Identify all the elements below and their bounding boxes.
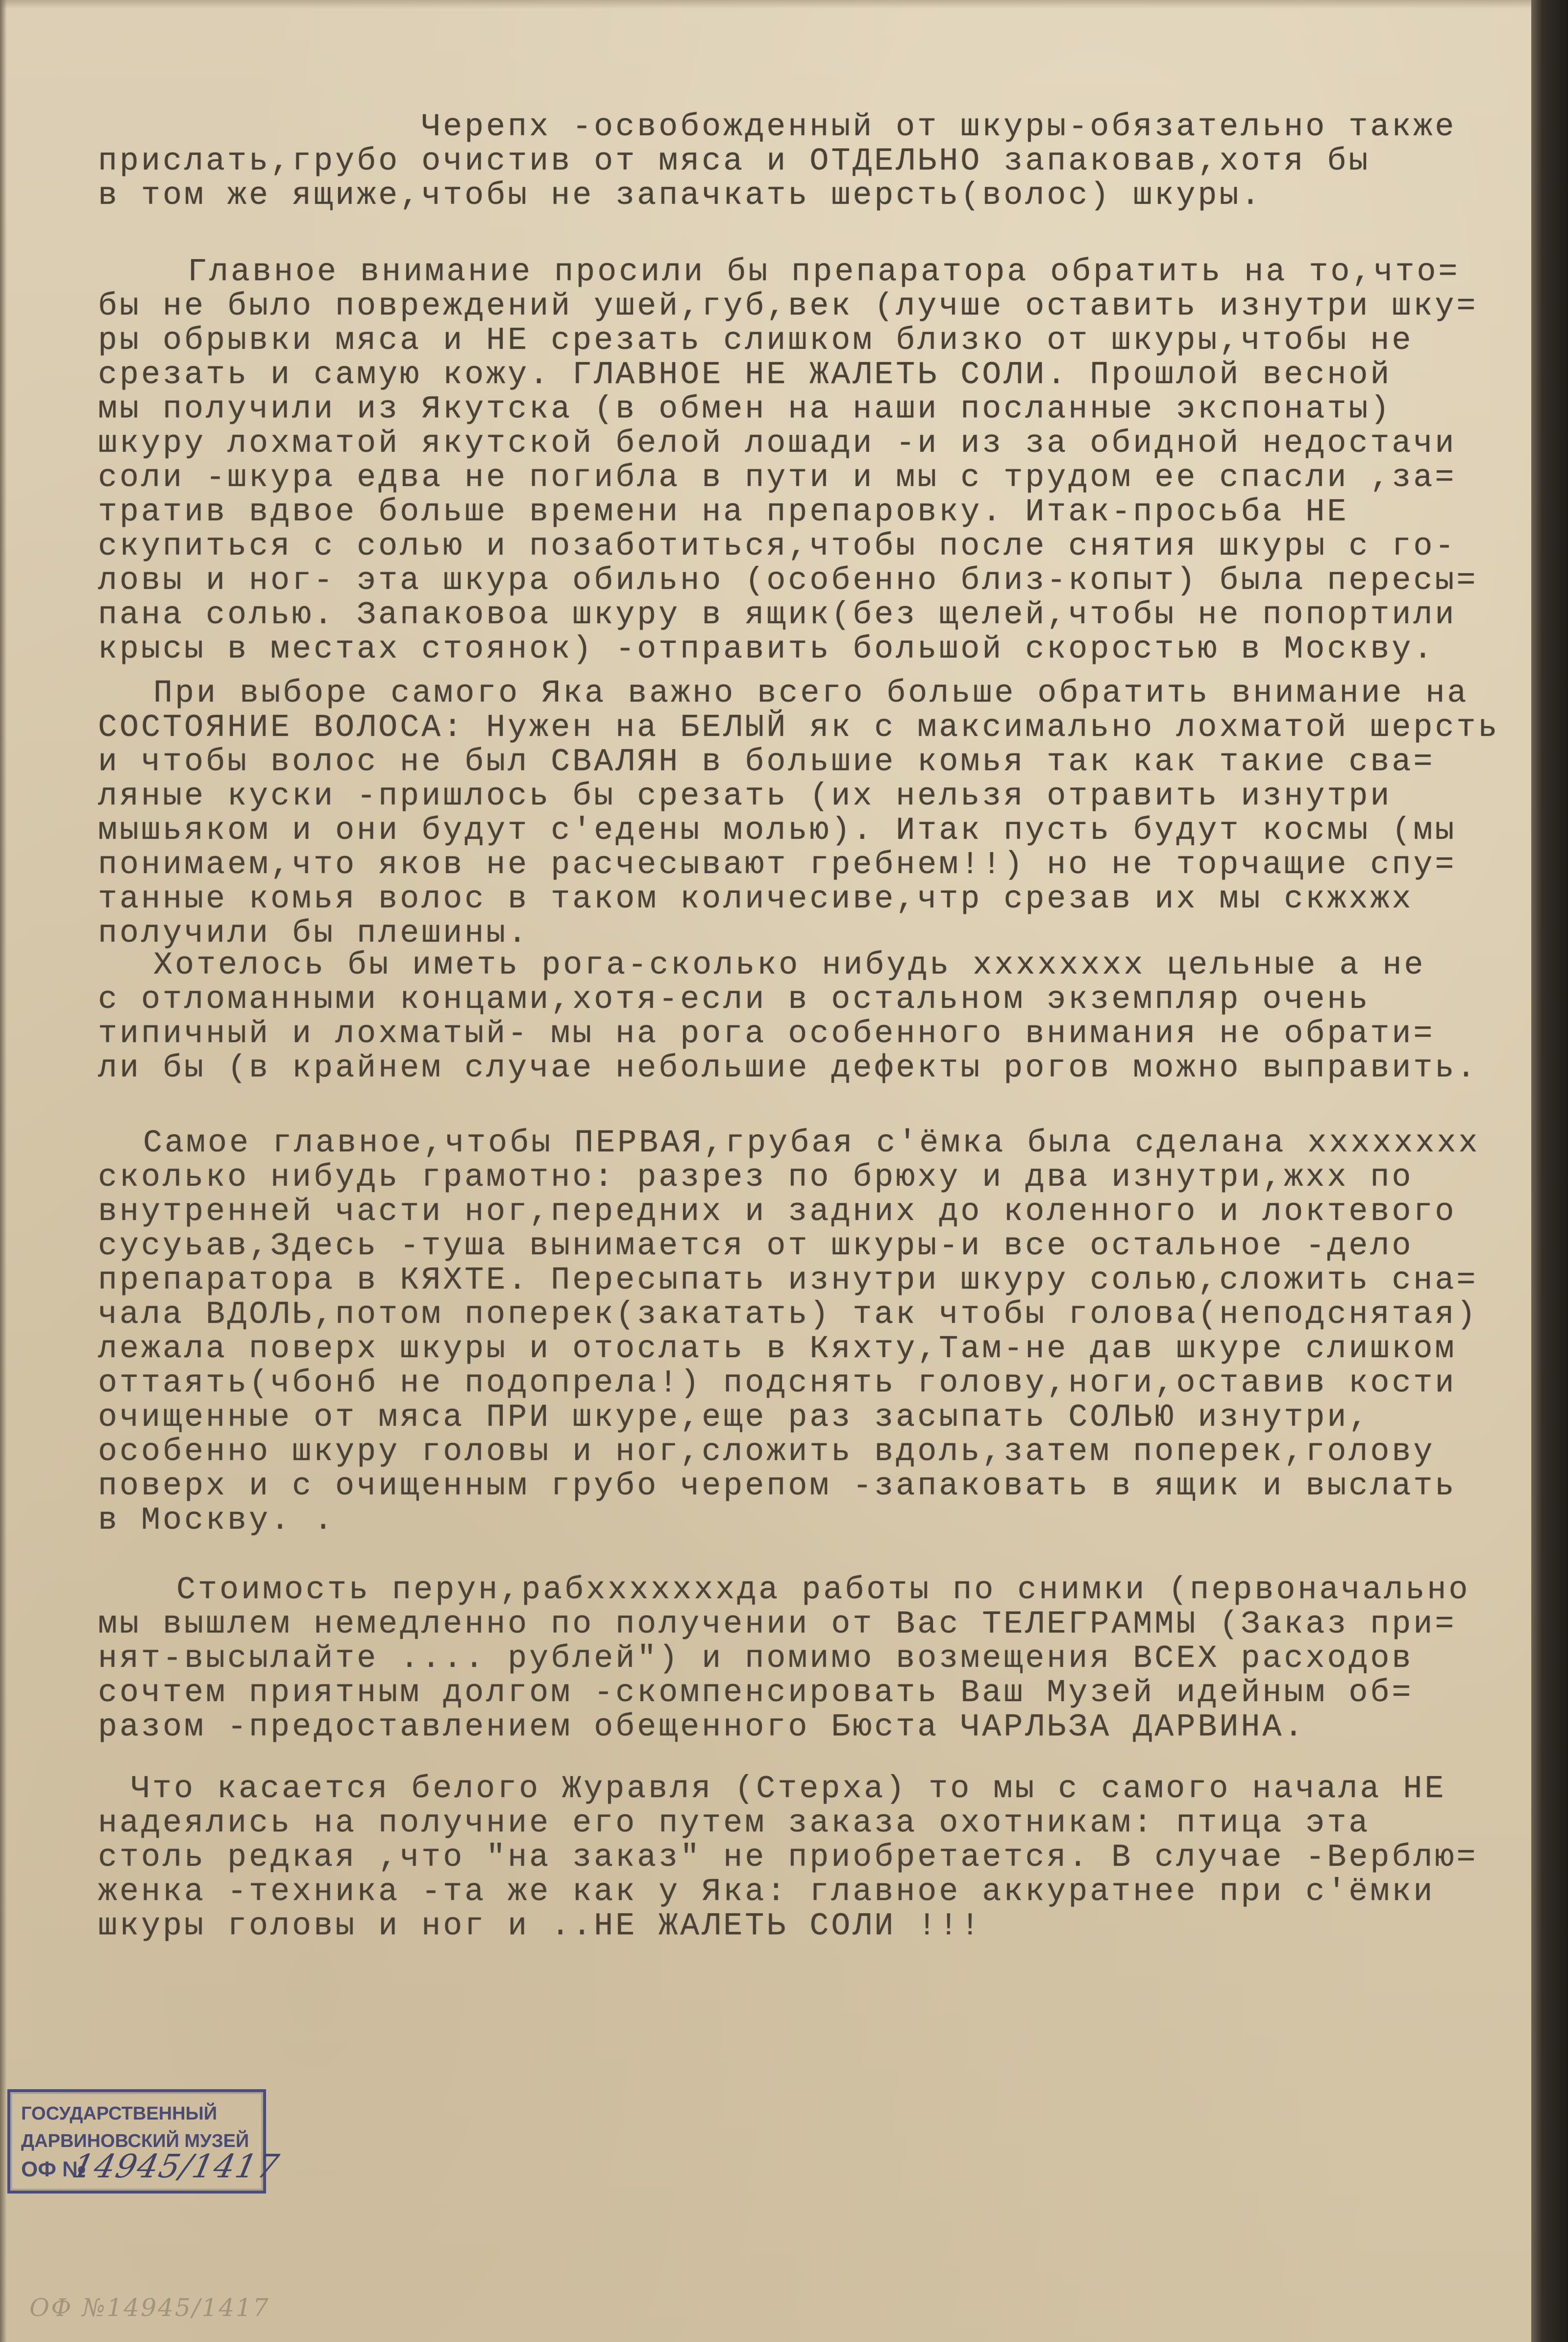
text-line: столь редкая ,что "на заказ" не приобретается. В случае -Верблю= — [98, 1839, 1478, 1876]
text-line: в Москву. . — [98, 1502, 336, 1538]
paragraph-horns — [98, 948, 1529, 1085]
text-line: скупиться с солью и позаботиться,чтобы после снятия шкуры с го- — [98, 528, 1457, 564]
bleed-through-text: ОФ №14945/1417 — [29, 2293, 270, 2322]
text-line: нят-высылайте .... рублей") и помимо возмещения ВСЕХ расходов — [98, 1640, 1414, 1677]
stamp-line-museum: ДАРВИНОВСКИЙ МУЗЕЙ — [21, 2131, 249, 2151]
text-line: Самое главное,чтобы ПЕРВАЯ,грубая с'ёмка была сделана хххххххх — [143, 1125, 1480, 1161]
text-line: сочтем приятным долгом -скомпенсировать Ваш Музей идейным об= — [98, 1675, 1414, 1711]
text-line: Черепх -освобожденный от шкуры-обязательно также — [421, 109, 1457, 145]
text-line: шкуру лохматой якутской белой лошади -и из за обидной недостачи — [98, 425, 1457, 462]
text-line: бы не было повреждений ушей,губ,век (лучше оставить изнутри шку= — [98, 288, 1478, 324]
stamp-inventory-number: 14945/1417 — [69, 2147, 283, 2185]
text-line: ры обрывки мяса и НЕ срезать слишком близко от шкуры,чтобы не — [98, 322, 1414, 359]
text-line: танные комья волос в таком количесиве,чтр срезав их мы скжхжх — [98, 881, 1414, 917]
paragraph-yak-selection — [98, 676, 1529, 951]
text-line: мышьяком и они будут с'едены молью). Итак пусть будут космы (мы — [98, 812, 1457, 849]
text-line: Что касается белого Журавля (Стерха) то мы с самого начала НЕ — [131, 1771, 1446, 1807]
text-line: СОСТОЯНИЕ ВОЛОСА: Нужен на БЕЛЫЙ як с максимально лохматой шерсть — [98, 709, 1500, 746]
text-line: лежала поверх шкуры и отослать в Кяхту,Там-не дав шкуре слишком — [98, 1331, 1457, 1367]
stamp-line-state: ГОСУДАРСТВЕННЫЙ — [21, 2103, 218, 2124]
text-line: Хотелось бы иметь рога-сколько нибудь хххххххх цельные а не — [153, 947, 1426, 983]
text-line: оттаять(чбонб не подопрела!) подснять голову,ноги,оставив кости — [98, 1365, 1457, 1401]
paragraph-crane — [98, 1772, 1529, 1943]
text-line: срезать и самую кожу. ГЛАВНОЕ НЕ ЖАЛЕТЬ СОЛИ. Прошлой весной — [98, 357, 1392, 393]
text-line: типичный и лохматый- мы на рога особенного внимания не обрати= — [98, 1016, 1435, 1052]
text-line: женка -техника -та же как у Яка: главное аккуратнее при с'ёмки — [98, 1874, 1435, 1910]
text-line: При выборе самого Яка важно всего больше обратить внимание на — [153, 675, 1469, 711]
text-line: внутренней части ног,передних и задних до коленного и локтевого — [98, 1194, 1457, 1230]
text-line: тратив вдвое больше времени на препаровку. Итак-просьба НЕ — [98, 494, 1349, 530]
text-line: поверх и с очищенным грубо черепом -запаковать в ящик и выслать — [98, 1468, 1457, 1504]
paper-top-edge — [0, 0, 1531, 9]
text-line: препаратора в КЯХТЕ. Пересыпать изнутри шкуру солью,сложить сна= — [98, 1262, 1478, 1298]
text-line: особенно шкуру головы и ног,сложить вдоль,затем поперек,голову — [98, 1434, 1435, 1470]
text-line: Стоимость перун,рабхххххххда работы по снимки (первоначально — [176, 1572, 1470, 1608]
text-line: чала ВДОЛЬ,потом поперек(закатать) так чтобы голова(неподснятая) — [98, 1296, 1478, 1333]
text-line: в том же ящиже,чтобы не запачкать шерсть(волос) шкуры. — [98, 177, 1263, 214]
paragraph-skinning — [98, 1126, 1529, 1537]
paragraph-skull — [98, 110, 1529, 213]
text-line: ловы и ног- эта шкура обильно (особенно близ-копыт) была пересы= — [98, 562, 1478, 599]
museum-stamp — [7, 2089, 283, 2194]
text-line: ли бы (в крайнем случае небольшие дефекты рогов можно выправить. — [98, 1050, 1478, 1086]
text-line: мы вышлем немедленно по получении от Вас ТЕЛЕГРАММЫ (Заказ при= — [98, 1606, 1457, 1642]
paragraph-cost — [98, 1573, 1529, 1744]
text-line: мы получили из Якутска (в обмен на наши посланные экспонаты) — [98, 391, 1392, 427]
text-line: понимаем,что яков не расчесывают гребнем!!) но не торчащие спу= — [98, 847, 1457, 883]
text-line: и чтобы волос не был СВАЛЯН в большие комья так как такие сва= — [98, 744, 1435, 780]
text-line: шкуры головы и ног и ..НЕ ЖАЛЕТЬ СОЛИ !!! — [98, 1908, 982, 1944]
text-line: прислать,грубо очистив от мяса и ОТДЕЛЬНО запаковав,хотя бы — [98, 143, 1371, 179]
text-line: с отломанными концами,хотя-если в остальном экземпляр очень — [98, 981, 1371, 1018]
text-line: сусуьав,Здесь -туша вынимается от шкуры-и все остальное -дело — [98, 1228, 1414, 1264]
text-line: надеялись на получние его путем заказа охотникам: птица эта — [98, 1805, 1371, 1841]
paragraph-preparation — [98, 255, 1529, 666]
scan-right-border — [1531, 0, 1568, 2342]
stamp-fund-label: ОФ № — [21, 2157, 87, 2181]
text-line: пана солью. Запаковоа шкуру в ящик(без щелей,чтобы не попортили — [98, 597, 1457, 633]
text-line: Главное внимание просили бы препаратора обратить на то,что= — [188, 254, 1460, 290]
paper-left-edge — [0, 0, 7, 2342]
text-line: крысы в местах стоянок) -отправить большой скоростью в Москву. — [98, 631, 1435, 667]
text-line: очищенные от мяса ПРИ шкуре,еще раз засыпать СОЛЬЮ изнутри, — [98, 1399, 1371, 1436]
text-line: разом -предоставлением обещенного Бюста ЧАРЛЬЗА ДАРВИНА. — [98, 1709, 1306, 1745]
text-line: сколько нибудь грамотно: разрез по брюху и два изнутри,жхх по — [98, 1159, 1414, 1195]
text-line: соли -шкура едва не погибла в пути и мы с трудом ее спасли ,за= — [98, 460, 1457, 496]
text-line: получили бы плешины. — [98, 915, 530, 951]
text-line: ляные куски -пришлось бы срезать (их нельзя отравить изнутри — [98, 778, 1392, 814]
